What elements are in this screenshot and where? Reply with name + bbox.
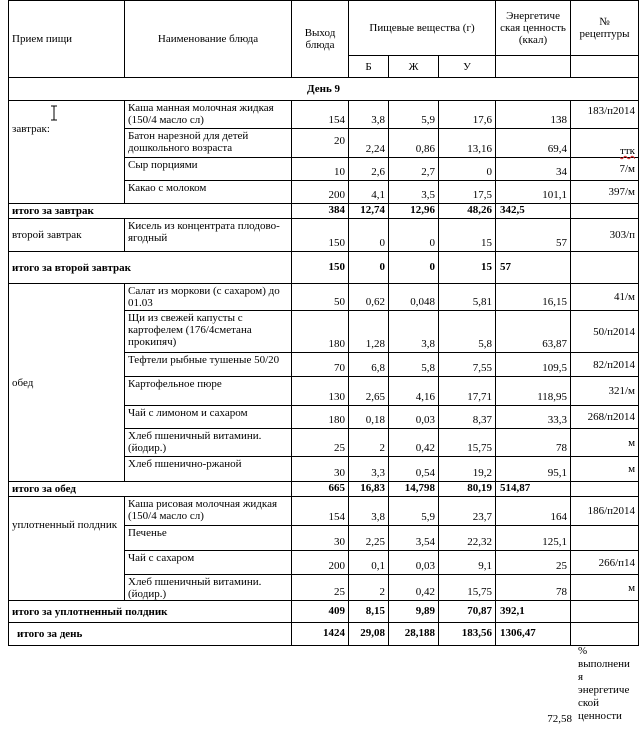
dish-name: Сыр порциями: [125, 158, 292, 181]
dish-name: Чай с сахаром: [125, 551, 292, 575]
carb-value: 13,16: [439, 129, 496, 158]
dish-name: Батон нарезной для детей дошкольного возраста: [125, 129, 292, 158]
dish-name: Хлеб пшенично-ржаной: [125, 457, 292, 482]
text-cursor-icon: [50, 105, 58, 121]
yield-value: 154: [292, 497, 349, 526]
yield-value: 180: [292, 406, 349, 429]
header-yield: Выход блюда: [292, 1, 349, 78]
total-kcal: 57: [496, 252, 571, 284]
recipe-number: 268/п2014: [571, 406, 639, 429]
protein-value: 2,24: [349, 129, 389, 158]
yield-value: 150: [292, 219, 349, 252]
protein-value: 2: [349, 575, 389, 601]
header-meal: Прием пищи: [9, 1, 125, 78]
total-yield: 384: [292, 204, 349, 219]
fat-value: 5,9: [389, 497, 439, 526]
total-kcal: 342,5: [496, 204, 571, 219]
yield-value: 20: [292, 129, 349, 158]
kcal-value: 69,4: [496, 129, 571, 158]
total-protein: 8,15: [349, 601, 389, 623]
total-label: итого за завтрак: [9, 204, 292, 219]
yield-value: 200: [292, 551, 349, 575]
kcal-value: 109,5: [496, 353, 571, 377]
total-carb: 183,56: [439, 623, 496, 646]
menu-document: [8, 0, 638, 646]
meal-total-row: [9, 252, 639, 284]
kcal-value: 78: [496, 575, 571, 601]
yield-value: 130: [292, 377, 349, 406]
yield-value: 30: [292, 526, 349, 551]
yield-value: 10: [292, 158, 349, 181]
carb-value: 7,55: [439, 353, 496, 377]
recipe-number: [571, 526, 639, 551]
total-recipe-empty: [571, 482, 639, 497]
carb-value: 19,2: [439, 457, 496, 482]
recipe-number: м: [571, 457, 639, 482]
total-yield: 409: [292, 601, 349, 623]
meal-total-row: [9, 204, 639, 219]
meal-total-row: [9, 601, 639, 623]
protein-value: 0,18: [349, 406, 389, 429]
total-label: итого за второй завтрак: [9, 252, 292, 284]
dish-name: Каша рисовая молочная жидкая (150/4 масло сл): [125, 497, 292, 526]
total-label: итого за день: [9, 623, 292, 646]
fat-value: 5,8: [389, 353, 439, 377]
total-carb: 80,19: [439, 482, 496, 497]
yield-value: 50: [292, 284, 349, 311]
carb-value: 0: [439, 158, 496, 181]
meal-name: уплотненный полдник: [9, 497, 125, 601]
carb-value: 22,32: [439, 526, 496, 551]
recipe-number: 186/п2014: [571, 497, 639, 526]
table-row: [9, 101, 639, 129]
energy-percent-label: % выполнени я энергетиче ской ценности: [578, 645, 630, 722]
kcal-value: 33,3: [496, 406, 571, 429]
dish-name: Каша манная молочная жидкая (150/4 масло сл): [125, 101, 292, 129]
yield-value: 70: [292, 353, 349, 377]
meal-name: обед: [9, 284, 125, 482]
protein-value: 3,8: [349, 497, 389, 526]
dish-name: Хлеб пшеничный витамини.(йодир.): [125, 429, 292, 457]
carb-value: 9,1: [439, 551, 496, 575]
day-total-row: [9, 623, 639, 646]
fat-value: 3,5: [389, 181, 439, 204]
protein-value: 2,6: [349, 158, 389, 181]
carb-value: 5,81: [439, 284, 496, 311]
kcal-value: 63,87: [496, 311, 571, 353]
fat-value: 0,048: [389, 284, 439, 311]
header-zh: Ж: [389, 56, 439, 78]
kcal-value: 125,1: [496, 526, 571, 551]
dish-name: Тефтели рыбные тушеные 50/20: [125, 353, 292, 377]
dish-name: Печенье: [125, 526, 292, 551]
carb-value: 5,8: [439, 311, 496, 353]
header-recipe-empty: [571, 56, 639, 78]
fat-value: 3,8: [389, 311, 439, 353]
recipe-number: ттк: [571, 129, 639, 158]
recipe-number: 41/м: [571, 284, 639, 311]
fat-value: 0,86: [389, 129, 439, 158]
header-energy-empty: [496, 56, 571, 78]
kcal-value: 164: [496, 497, 571, 526]
kcal-value: 95,1: [496, 457, 571, 482]
recipe-number: м: [571, 429, 639, 457]
yield-value: 30: [292, 457, 349, 482]
header-b: Б: [349, 56, 389, 78]
total-protein: 16,83: [349, 482, 389, 497]
total-recipe-empty: [571, 623, 639, 646]
fat-value: 3,54: [389, 526, 439, 551]
fat-value: 0,03: [389, 406, 439, 429]
total-label: итого за уплотненный полдник: [9, 601, 292, 623]
yield-value: 154: [292, 101, 349, 129]
carb-value: 23,7: [439, 497, 496, 526]
total-protein: 0: [349, 252, 389, 284]
fat-value: 4,16: [389, 377, 439, 406]
total-protein: 12,74: [349, 204, 389, 219]
table-row: [9, 497, 639, 526]
carb-value: 17,71: [439, 377, 496, 406]
header-dish: Наименование блюда: [125, 1, 292, 78]
dish-name: Кисель из концентрата плодово-ягодный: [125, 219, 292, 252]
total-fat: 14,798: [389, 482, 439, 497]
fat-value: 0,42: [389, 575, 439, 601]
dish-name: Картофельное пюре: [125, 377, 292, 406]
recipe-number: 7/м: [571, 158, 639, 181]
header-recipe: № рецептуры: [571, 1, 639, 56]
day-title: День 9: [9, 78, 639, 101]
fat-value: 0: [389, 219, 439, 252]
kcal-value: 34: [496, 158, 571, 181]
total-fat: 12,96: [389, 204, 439, 219]
recipe-number: 397/м: [571, 181, 639, 204]
dish-name: Чай с лимоном и сахаром: [125, 406, 292, 429]
dish-name: Хлеб пшеничный витамини.(йодир.): [125, 575, 292, 601]
total-carb: 70,87: [439, 601, 496, 623]
energy-note: [536, 645, 636, 730]
recipe-number: 321/м: [571, 377, 639, 406]
carb-value: 8,37: [439, 406, 496, 429]
total-carb: 15: [439, 252, 496, 284]
carb-value: 17,5: [439, 181, 496, 204]
yield-value: 25: [292, 575, 349, 601]
total-recipe-empty: [571, 252, 639, 284]
total-fat: 28,188: [389, 623, 439, 646]
carb-value: 17,6: [439, 101, 496, 129]
total-kcal: 1306,47: [496, 623, 571, 646]
total-yield: 665: [292, 482, 349, 497]
protein-value: 3,3: [349, 457, 389, 482]
recipe-number: м: [571, 575, 639, 601]
fat-value: 0,54: [389, 457, 439, 482]
total-recipe-empty: [571, 204, 639, 219]
header-energy: Энергетиче ская ценность (ккал): [496, 1, 571, 56]
protein-value: 2: [349, 429, 389, 457]
fat-value: 0,03: [389, 551, 439, 575]
recipe-number: 82/п2014: [571, 353, 639, 377]
carb-value: 15,75: [439, 429, 496, 457]
protein-value: 0: [349, 219, 389, 252]
protein-value: 6,8: [349, 353, 389, 377]
kcal-value: 16,15: [496, 284, 571, 311]
protein-value: 4,1: [349, 181, 389, 204]
kcal-value: 25: [496, 551, 571, 575]
protein-value: 1,28: [349, 311, 389, 353]
total-fat: 0: [389, 252, 439, 284]
fat-value: 0,42: [389, 429, 439, 457]
meal-total-row: [9, 482, 639, 497]
yield-value: 180: [292, 311, 349, 353]
total-yield: 1424: [292, 623, 349, 646]
kcal-value: 57: [496, 219, 571, 252]
protein-value: 2,25: [349, 526, 389, 551]
meal-name: завтрак:: [9, 101, 125, 204]
total-label: итого за обед: [9, 482, 292, 497]
kcal-value: 138: [496, 101, 571, 129]
kcal-value: 118,95: [496, 377, 571, 406]
carb-value: 15: [439, 219, 496, 252]
menu-table: [8, 0, 639, 646]
kcal-value: 78: [496, 429, 571, 457]
dish-name: Щи из свежей капусты с картофелем (176/4сметана прокипяч): [125, 311, 292, 353]
recipe-number: 303/п: [571, 219, 639, 252]
total-kcal: 514,87: [496, 482, 571, 497]
yield-value: 25: [292, 429, 349, 457]
table-row: [9, 284, 639, 311]
meal-name: второй завтрак: [9, 219, 125, 252]
fat-value: 5,9: [389, 101, 439, 129]
protein-value: 0,1: [349, 551, 389, 575]
protein-value: 2,65: [349, 377, 389, 406]
protein-value: 3,8: [349, 101, 389, 129]
energy-percent-value: 72,58: [547, 713, 572, 725]
total-protein: 29,08: [349, 623, 389, 646]
total-yield: 150: [292, 252, 349, 284]
yield-value: 200: [292, 181, 349, 204]
fat-value: 2,7: [389, 158, 439, 181]
kcal-value: 101,1: [496, 181, 571, 204]
dish-name: Какао с молоком: [125, 181, 292, 204]
total-recipe-empty: [571, 601, 639, 623]
header-u: У: [439, 56, 496, 78]
table-row: [9, 219, 639, 252]
protein-value: 0,62: [349, 284, 389, 311]
recipe-number: 266/п14: [571, 551, 639, 575]
dish-name: Салат из моркови (с сахаром) до 01.03: [125, 284, 292, 311]
total-fat: 9,89: [389, 601, 439, 623]
recipe-number: 183/п2014: [571, 101, 639, 129]
carb-value: 15,75: [439, 575, 496, 601]
total-kcal: 392,1: [496, 601, 571, 623]
header-nutrients: Пищевые вещества (г): [349, 1, 496, 56]
total-carb: 48,26: [439, 204, 496, 219]
recipe-number: 50/п2014: [571, 311, 639, 353]
